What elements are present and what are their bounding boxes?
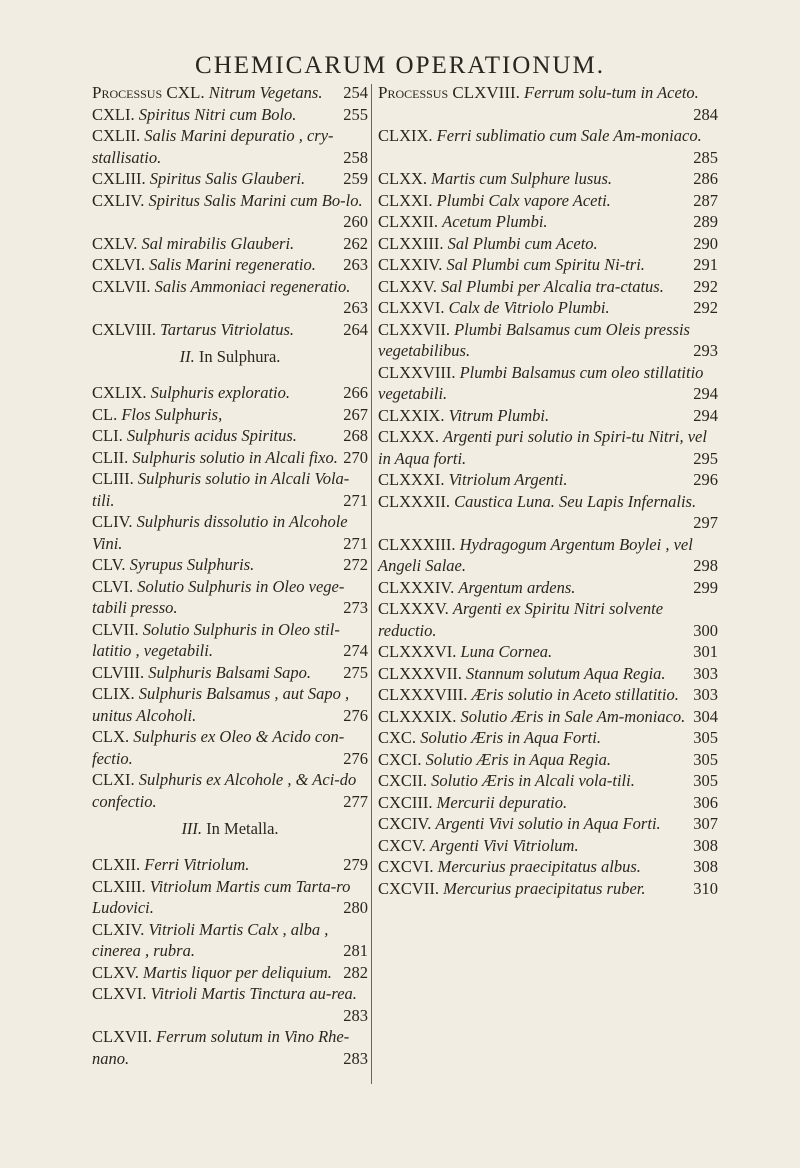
entry-page: 305 xyxy=(693,771,718,790)
toc-entry xyxy=(92,168,368,190)
entry-number: CLXXI. xyxy=(378,190,433,210)
toc-entry xyxy=(92,919,368,962)
entry-page: 286 xyxy=(693,169,718,188)
entry-title: Argenti Vivi Vitriolum. xyxy=(429,835,579,855)
entry-title: Argenti Vivi solutio in Aqua Forti. xyxy=(435,814,661,833)
entry-page: 308 xyxy=(693,835,718,855)
toc-entry xyxy=(378,684,718,706)
entry-number: CLXXXVII. xyxy=(378,663,462,683)
entry-number: CLXXXIX. xyxy=(378,706,457,726)
entry-title: Salis Marini depuratio , cry-stallisatio. xyxy=(92,126,334,167)
entry-title: Vitrioli Martis Calx , alba , cinerea , rubra. xyxy=(92,919,329,960)
entry-number: CLXXXII. xyxy=(378,491,450,511)
toc-entry xyxy=(92,125,368,168)
entry-page: 258 xyxy=(343,147,368,167)
toc-entry xyxy=(378,469,718,491)
toc-entry xyxy=(92,962,368,984)
entry-number: CLXXXVIII. xyxy=(378,685,468,704)
toc-entry xyxy=(92,404,368,426)
entry-number: CLVIII. xyxy=(92,662,145,682)
entry-page: 289 xyxy=(693,212,718,231)
entry-number: CLXXVI. xyxy=(378,298,445,317)
entry-page: 294 xyxy=(693,405,718,425)
entry-page: 287 xyxy=(693,190,718,210)
toc-entry xyxy=(378,577,718,599)
entry-title: Sulphuris solutio in Alcali Vola-tili. xyxy=(92,469,350,510)
entry-title: Æris solutio in Aceto stillatitio. xyxy=(471,685,679,704)
entry-title: Vitriolum Argenti. xyxy=(448,470,568,489)
entry-page: 272 xyxy=(343,555,368,574)
entry-number: CLXI. xyxy=(92,770,135,789)
entry-number: CLIII. xyxy=(92,469,134,488)
entry-title: Ferri Vitriolum. xyxy=(144,855,250,874)
entry-page: 292 xyxy=(693,298,718,317)
entry-title: Solutio Æris in Alcali vola-tili. xyxy=(431,771,635,790)
toc-entry xyxy=(92,576,368,619)
entry-page: 264 xyxy=(343,319,368,339)
entry-page: 305 xyxy=(693,728,718,747)
entry-title: Plumbi Calx vapore Aceti. xyxy=(436,190,611,210)
toc-entry xyxy=(378,641,718,663)
entry-title: Plumbi Balsamus cum Oleis pressis vegetabilibus. xyxy=(378,319,690,360)
toc-entry xyxy=(378,749,718,771)
column-divider xyxy=(371,84,372,1084)
entry-number: CLXXV. xyxy=(378,276,437,296)
entry-title: Martis liquor per deliquium. xyxy=(143,962,332,982)
toc-entry xyxy=(92,769,368,812)
section-title: In Metalla. xyxy=(206,819,279,838)
left-column xyxy=(92,82,368,1069)
toc-entry xyxy=(378,727,718,749)
entry-page: 297 xyxy=(693,513,718,532)
entry-number: CXCIII. xyxy=(378,792,433,812)
toc-entry xyxy=(92,447,368,469)
toc-entry xyxy=(378,211,718,233)
entry-number: CLXIV. xyxy=(92,919,145,939)
entry-page: 276 xyxy=(343,705,368,725)
section-heading xyxy=(92,346,368,368)
entry-number: CXCII. xyxy=(378,771,428,790)
entry-page: 299 xyxy=(693,577,718,597)
entry-number: CLXVI. xyxy=(92,984,147,1003)
entry-number: CLX. xyxy=(92,727,130,746)
entry-number: CXCI. xyxy=(378,749,422,769)
entry-page: 268 xyxy=(343,426,368,445)
entry-page: 263 xyxy=(343,255,368,274)
entry-title: Spiritus Salis Marini cum Bo-lo. xyxy=(148,190,363,210)
entry-title: Salis Ammoniaci regeneratio. xyxy=(154,276,351,296)
entry-title: Solutio Sulphuris in Oleo vege-tabili presso. xyxy=(92,576,345,617)
entry-title: Sulphuris exploratio. xyxy=(150,383,291,402)
entry-title: Sulphuris Balsamus , aut Sapo , unitus Alcoholi. xyxy=(92,684,350,725)
entry-number: CLXXIV. xyxy=(378,255,443,274)
entry-number: CLXXII. xyxy=(378,212,439,231)
entry-page: 290 xyxy=(693,233,718,253)
entry-number: CLXXXIII. xyxy=(378,534,456,554)
toc-entry xyxy=(378,813,718,835)
entry-page: 275 xyxy=(343,662,368,682)
toc-entry xyxy=(92,662,368,684)
entry-page: 291 xyxy=(693,255,718,274)
entry-page: 274 xyxy=(343,641,368,660)
entry-page: 262 xyxy=(343,233,368,253)
entry-page: 303 xyxy=(693,663,718,683)
entry-page: 266 xyxy=(343,383,368,402)
entry-title: Mercurius praecipitatus albus. xyxy=(437,857,641,876)
entry-title: Caustica Luna. Seu Lapis Infernalis. xyxy=(454,491,697,511)
toc-entry xyxy=(378,706,718,728)
entry-page: 279 xyxy=(343,855,368,874)
entry-page: 284 xyxy=(693,104,718,124)
entry-page: 270 xyxy=(343,447,368,467)
toc-entry xyxy=(378,254,718,276)
toc-entry xyxy=(92,382,368,404)
entry-number: Processus CLXVIII. xyxy=(378,83,520,102)
entry-title: Stannum solutum Aqua Regia. xyxy=(466,663,666,683)
toc-entry xyxy=(378,426,718,469)
entry-number: CLVII. xyxy=(92,619,139,639)
toc-entry xyxy=(378,491,718,534)
entry-number: CXLV. xyxy=(92,233,138,253)
entry-page: 280 xyxy=(343,898,368,917)
entry-page: 301 xyxy=(693,642,718,661)
entry-number: CXC. xyxy=(378,728,417,747)
entry-title: Sulphuris ex Oleo & Acido con-fectio. xyxy=(92,727,345,768)
entry-title: Tartarus Vitriolatus. xyxy=(160,319,295,339)
section-numeral: II. xyxy=(179,347,195,366)
toc-entry xyxy=(378,770,718,792)
section-numeral: III. xyxy=(181,819,203,838)
entry-title: Vitriolum Martis cum Tarta-ro Ludovici. xyxy=(92,876,351,917)
entry-title: Syrupus Sulphuris. xyxy=(129,555,255,574)
entry-number: CLIX. xyxy=(92,684,135,703)
entry-number: CXLVI. xyxy=(92,255,146,274)
entry-title: Argenti puri solutio in Spiri-tu Nitri, vel in Aqua forti. xyxy=(378,427,707,468)
entry-number: CLXXVII. xyxy=(378,319,450,339)
entry-title: Mercurii depuratio. xyxy=(436,792,568,812)
entry-page: 295 xyxy=(693,448,718,468)
entry-title: Flos Sulphuris, xyxy=(121,404,223,424)
toc-entry xyxy=(92,190,368,233)
toc-entry xyxy=(92,983,368,1026)
entry-number: CXCV. xyxy=(378,835,426,855)
toc-entry xyxy=(92,726,368,769)
entry-number: CLXV. xyxy=(92,962,139,982)
entry-page: 263 xyxy=(343,298,368,317)
entry-number: CLI. xyxy=(92,426,123,445)
toc-entry xyxy=(378,362,718,405)
toc-entry xyxy=(92,876,368,919)
entry-title: Sal Plumbi cum Aceto. xyxy=(447,233,598,253)
entry-page: 271 xyxy=(343,533,368,553)
entry-title: Ferrum solutum in Vino Rhe-nano. xyxy=(92,1027,350,1068)
entry-title: Spiritus Salis Glauberi. xyxy=(149,169,306,188)
entry-page: 271 xyxy=(343,490,368,510)
entry-number: CXCVII. xyxy=(378,878,439,898)
toc-entry xyxy=(92,276,368,319)
toc-entry xyxy=(378,856,718,878)
toc-entry xyxy=(378,319,718,362)
entry-page: 304 xyxy=(693,706,718,726)
entry-title: Argentum ardens. xyxy=(458,577,576,597)
entry-number: CL. xyxy=(92,404,118,424)
section-title: In Sulphura. xyxy=(198,347,281,366)
entry-page: 310 xyxy=(693,878,718,898)
entry-title: Sal mirabilis Glauberi. xyxy=(141,233,295,253)
entry-number: CXLVIII. xyxy=(92,319,157,339)
entry-title: Hydragogum Argentum Boylei , vel Angeli Salae. xyxy=(378,534,693,575)
toc-entry xyxy=(92,683,368,726)
entry-number: CLXXIX. xyxy=(378,405,445,425)
toc-entry xyxy=(92,425,368,447)
entry-title: Vitrioli Martis Tinctura au-rea. xyxy=(150,984,357,1003)
toc-entry xyxy=(378,82,718,125)
toc-entry xyxy=(92,511,368,554)
entry-number: CLXII. xyxy=(92,855,141,874)
toc-entry xyxy=(92,1026,368,1069)
entry-title: Sal Plumbi per Alcalia tra-ctatus. xyxy=(440,276,664,296)
toc-entry xyxy=(92,468,368,511)
entry-page: 281 xyxy=(343,941,368,960)
toc-entry xyxy=(92,104,368,126)
entry-page: 306 xyxy=(693,792,718,812)
entry-number: CXLI. xyxy=(92,104,135,124)
toc-entry xyxy=(92,554,368,576)
entry-number: CXLIX. xyxy=(92,383,147,402)
entry-page: 259 xyxy=(343,169,368,188)
entry-number: CLVI. xyxy=(92,576,134,596)
toc-entry xyxy=(378,233,718,255)
toc-entry xyxy=(378,598,718,641)
entry-title: Solutio Æris in Aqua Forti. xyxy=(420,728,601,747)
entry-title: Nitrum Vegetans. xyxy=(208,83,323,102)
toc-entry xyxy=(92,254,368,276)
entry-page: 307 xyxy=(693,814,718,833)
entry-page: 276 xyxy=(343,748,368,768)
entry-number: CLV. xyxy=(92,555,126,574)
entry-page: 292 xyxy=(693,276,718,296)
entry-page: 260 xyxy=(343,212,368,231)
toc-entry xyxy=(378,534,718,577)
toc-entry xyxy=(378,276,718,298)
entry-number: CLXXXVI. xyxy=(378,642,457,661)
entry-title: Spiritus Nitri cum Bolo. xyxy=(138,104,297,124)
entry-title: Ferri sublimatio cum Sale Am-moniaco. xyxy=(436,126,702,145)
entry-title: Sulphuris acidus Spiritus. xyxy=(126,426,297,445)
toc-entry xyxy=(92,854,368,876)
entry-number: CLXXXIV. xyxy=(378,577,455,597)
entry-title: Mercurius praecipitatus ruber. xyxy=(443,878,646,898)
entry-number: CLXXVIII. xyxy=(378,362,456,382)
entry-page: 296 xyxy=(693,470,718,489)
entry-title: Solutio Sulphuris in Oleo stil-latitio , vegetabili. xyxy=(92,619,340,660)
entry-number: CLXXXV. xyxy=(378,599,449,618)
entry-title: Ferrum solu-tum in Aceto. xyxy=(524,83,699,102)
right-column xyxy=(378,82,718,899)
entry-title: Salis Marini regeneratio. xyxy=(149,255,316,274)
entry-page: 255 xyxy=(343,104,368,124)
entry-title: Calx de Vitriolo Plumbi. xyxy=(448,298,610,317)
entry-number: CXLII. xyxy=(92,126,141,145)
entry-page: 254 xyxy=(343,83,368,102)
entry-page: 308 xyxy=(693,857,718,876)
toc-entry xyxy=(92,82,368,104)
entry-page: 294 xyxy=(693,384,718,403)
entry-title: Solutio Æris in Sale Am-moniaco. xyxy=(460,706,686,726)
toc-entry xyxy=(378,190,718,212)
entry-number: CLII. xyxy=(92,447,129,467)
entry-number: CLXIII. xyxy=(92,876,146,896)
entry-title: Vitrum Plumbi. xyxy=(448,405,550,425)
entry-number: CLXXX. xyxy=(378,427,439,446)
entry-number: CLXVII. xyxy=(92,1027,153,1046)
toc-entry xyxy=(378,878,718,900)
entry-number: CXLIV. xyxy=(92,190,145,210)
entry-page: 282 xyxy=(343,962,368,982)
entry-number: CLXXXI. xyxy=(378,470,445,489)
entry-title: Luna Cornea. xyxy=(460,642,553,661)
entry-number: CLIV. xyxy=(92,512,133,531)
entry-title: Sulphuris solutio in Alcali fixo. xyxy=(132,447,338,467)
entry-number: CXLIII. xyxy=(92,169,146,188)
toc-entry xyxy=(92,233,368,255)
entry-number: CLXXIII. xyxy=(378,233,444,253)
entry-title: Acetum Plumbi. xyxy=(442,212,548,231)
entry-page: 298 xyxy=(693,556,718,575)
page-header: CHEMICARUM OPERATIONUM. xyxy=(195,52,605,79)
entry-title: Solutio Æris in Aqua Regia. xyxy=(425,749,611,769)
entry-title: Sal Plumbi cum Spiritu Ni-tri. xyxy=(446,255,645,274)
entry-page: 283 xyxy=(343,1005,368,1025)
toc-entry xyxy=(378,792,718,814)
entry-title: Sulphuris Balsami Sapo. xyxy=(148,662,311,682)
entry-number: Processus CXL. xyxy=(92,83,205,102)
entry-number: CXCVI. xyxy=(378,857,434,876)
toc-entry xyxy=(378,663,718,685)
entry-page: 303 xyxy=(693,685,718,704)
entry-page: 267 xyxy=(343,404,368,424)
toc-entry xyxy=(378,125,718,168)
toc-entry xyxy=(378,168,718,190)
entry-page: 305 xyxy=(693,749,718,769)
entry-page: 273 xyxy=(343,598,368,617)
entry-title: Martis cum Sulphure lusus. xyxy=(431,169,613,188)
entry-number: CXCIV. xyxy=(378,814,432,833)
entry-page: 283 xyxy=(343,1048,368,1068)
entry-number: CXLVII. xyxy=(92,276,151,296)
section-heading xyxy=(92,818,368,840)
entry-page: 277 xyxy=(343,791,368,811)
entry-title: Sulphuris ex Alcohole , & Aci-do confectio. xyxy=(92,770,357,811)
entry-title: Sulphuris dissolutio in Alcohole Vini. xyxy=(92,512,348,553)
entry-page: 285 xyxy=(693,147,718,167)
toc-entry xyxy=(92,319,368,341)
toc-entry xyxy=(378,297,718,319)
entry-page: 300 xyxy=(693,620,718,640)
toc-entry xyxy=(378,835,718,857)
toc-entry xyxy=(92,619,368,662)
toc-entry xyxy=(378,405,718,427)
entry-number: CLXX. xyxy=(378,169,428,188)
entry-title: Plumbi Balsamus cum oleo stillatitio vegetabili. xyxy=(378,362,704,403)
entry-page: 293 xyxy=(693,341,718,360)
entry-title: Argenti ex Spiritu Nitri solvente reductio. xyxy=(378,599,664,640)
entry-number: CLXIX. xyxy=(378,126,433,145)
